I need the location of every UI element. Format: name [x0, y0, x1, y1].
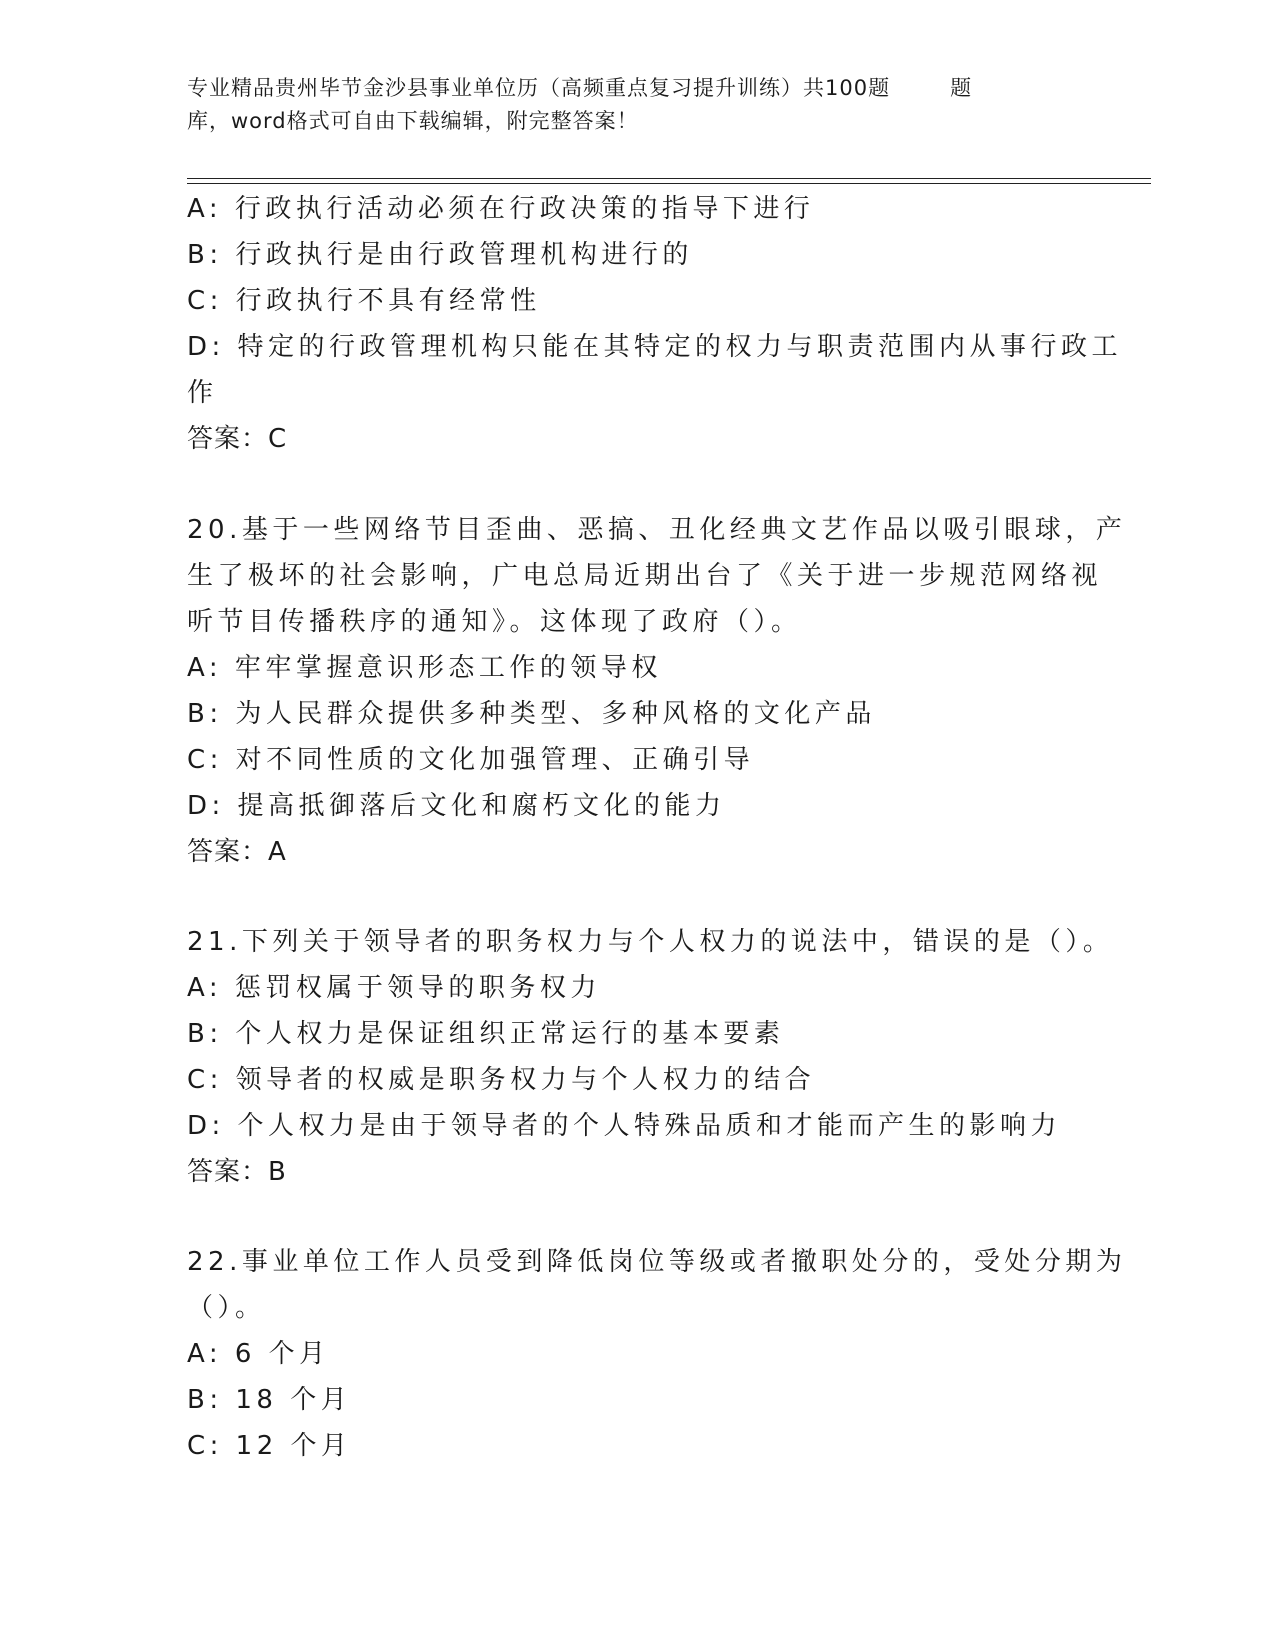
option-c: C: 对不同性质的文化加强管理、正确引导 [187, 745, 755, 775]
header-title-tail: 题 [950, 76, 973, 100]
option-b: B: 为人民群众提供多种类型、多种风格的文化产品 [187, 699, 876, 729]
option-a: A: 惩罚权属于领导的职务权力 [187, 973, 601, 1003]
question-20 [187, 507, 1127, 875]
question-stem-line: （）。 [187, 1293, 266, 1323]
option-b: B: 18 个月 [187, 1385, 352, 1415]
header-line-1 [187, 72, 1087, 105]
option-d: D: 提高抵御落后文化和腐朽文化的能力 [187, 791, 726, 821]
option-a: A: 牢牢掌握意识形态工作的领导权 [187, 653, 662, 683]
question-22 [187, 1239, 1127, 1469]
question-stem-line: 21.下列关于领导者的职务权力与个人权力的说法中，错误的是（）。 [187, 927, 1114, 957]
header-line-2: 库，word格式可自由下载编辑，附完整答案！ [187, 109, 639, 133]
question-stem-line: 20.基于一些网络节目歪曲、恶搞、丑化经典文艺作品以吸引眼球，产 [187, 515, 1127, 545]
option-c: C: 行政执行不具有经常性 [187, 286, 541, 316]
question-21 [187, 919, 1114, 1195]
answer-label: 答案：A [187, 837, 287, 867]
document-header [187, 72, 1087, 138]
option-d: D: 个人权力是由于领导者的个人特殊品质和才能而产生的影响力 [187, 1111, 1062, 1141]
option-c: C: 12 个月 [187, 1431, 352, 1461]
option-c: C: 领导者的权威是职务权力与个人权力的结合 [187, 1065, 816, 1095]
answer-label: 答案：C [187, 424, 288, 454]
question-19 [187, 186, 1123, 462]
option-d: D: 特定的行政管理机构只能在其特定的权力与职责范围内从事行政工 [187, 332, 1123, 362]
spacer [187, 875, 1107, 919]
header-divider-bottom [187, 183, 1151, 184]
header-title: 专业精品贵州毕节金沙县事业单位历（高频重点复习提升训练）共100题 [187, 76, 891, 100]
option-a: A: 行政执行活动必须在行政决策的指导下进行 [187, 194, 815, 224]
document-body [187, 186, 1127, 1469]
question-stem-line: 22.事业单位工作人员受到降低岗位等级或者撤职处分的，受处分期为 [187, 1247, 1127, 1277]
option-d-continuation: 作 [187, 378, 218, 408]
question-stem-line: 生了极坏的社会影响，广电总局近期出台了《关于进一步规范网络视 [187, 561, 1103, 591]
answer-label: 答案：B [187, 1157, 287, 1187]
spacer [187, 1195, 1107, 1239]
spacer [187, 462, 1107, 507]
question-stem-line: 听节目传播秩序的通知》。这体现了政府（）。 [187, 607, 802, 637]
option-a: A: 6 个月 [187, 1339, 330, 1369]
option-b: B: 行政执行是由行政管理机构进行的 [187, 240, 693, 270]
header-divider-top [187, 178, 1151, 179]
option-b: B: 个人权力是保证组织正常运行的基本要素 [187, 1019, 785, 1049]
